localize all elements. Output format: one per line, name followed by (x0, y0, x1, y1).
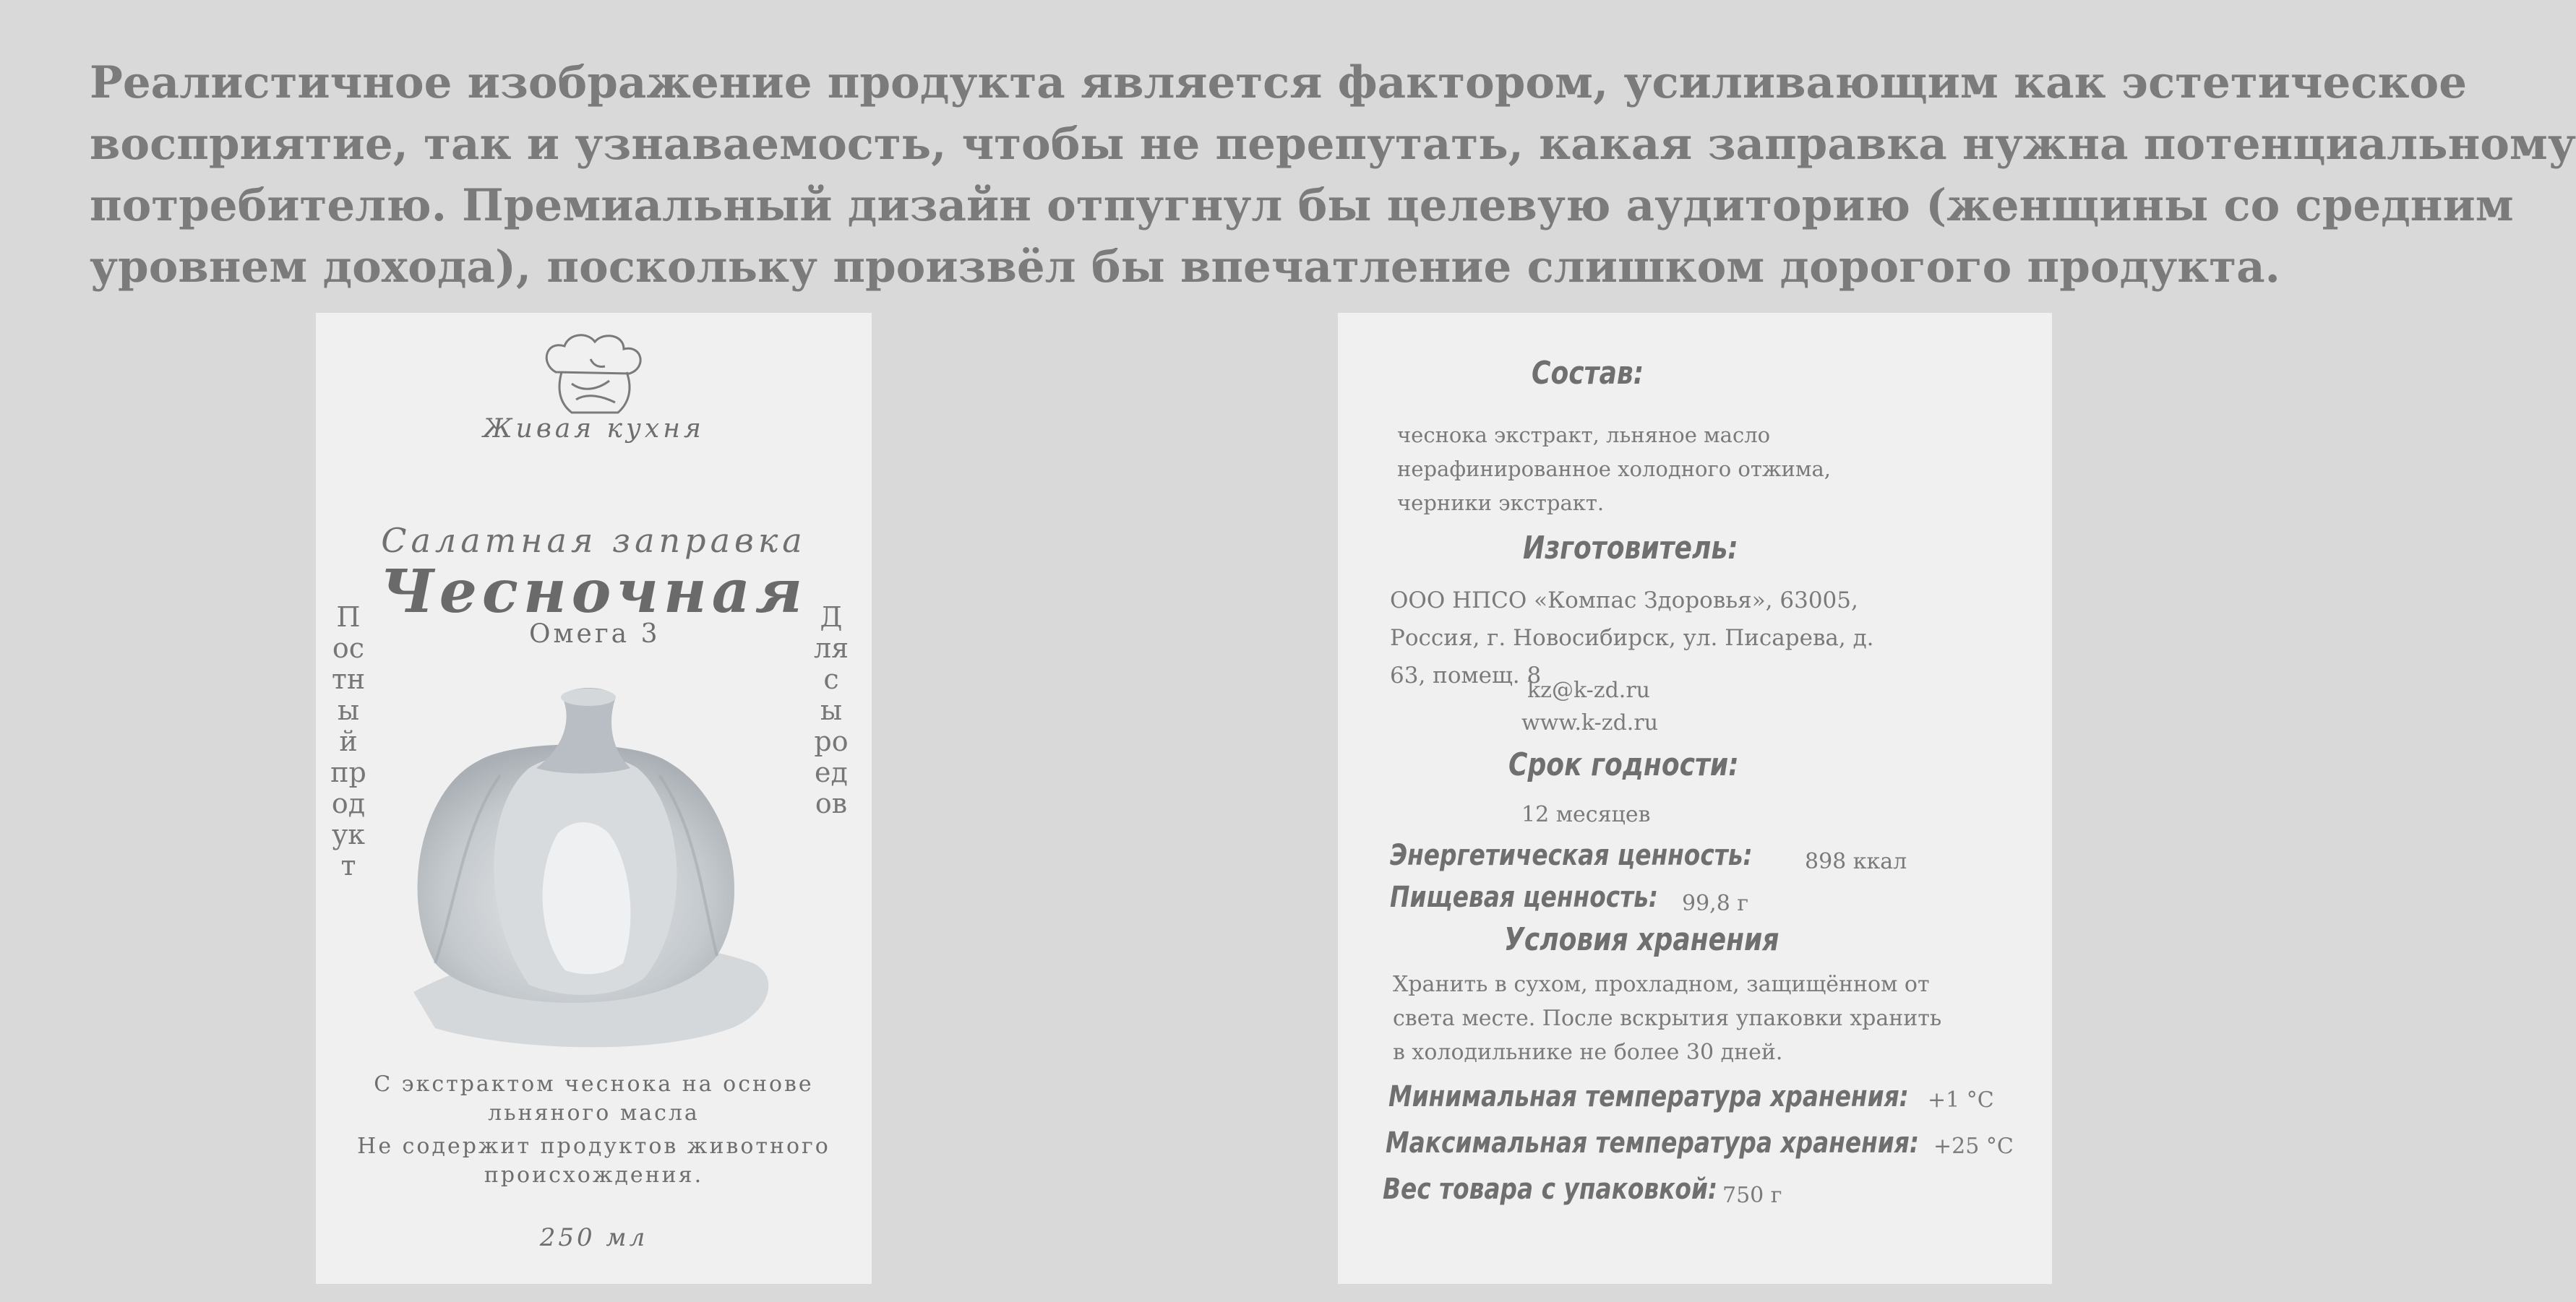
shelf-life-value: 12 месяцев (1521, 802, 1651, 827)
product-note: Не содержит продуктов животного происхождения. (357, 1134, 830, 1188)
intro-line: Реалистичное изображение продукта является фактором, усиливающим как эстетическое (90, 57, 2468, 108)
storage-line: Хранить в сухом, прохладном, защищённом от (1393, 972, 1930, 997)
intro-line: уровнем дохода), поскольку произвёл бы впечатление слишком дорогого продукта. (90, 241, 2280, 293)
nutrition-value: 99,8 г (1682, 891, 1749, 916)
composition-line: нерафинированное холодного отжима, (1397, 457, 1831, 481)
storage-line: света месте. После вскрытия упаковки хранить (1393, 1006, 1942, 1031)
side-label-left: Постный продукт (330, 601, 366, 881)
energy-row (1390, 839, 1907, 874)
manufacturer-line: ООО НПСО «Компас Здоровья», 63005, (1390, 587, 1858, 613)
storage-text (1393, 967, 1941, 1069)
max-temp-row (1386, 1126, 2036, 1160)
back-label (1338, 313, 2052, 1284)
omega-label: Омега 3 (529, 619, 661, 649)
storage-line: в холодильнике не более 30 дней. (1393, 1040, 1783, 1065)
weight-row (1383, 1173, 1791, 1206)
intro-line: потребителю. Премиальный дизайн отпугнул бы целевую аудиторию (женщины со средним (90, 180, 2514, 231)
product-subtitle: Салатная заправка (381, 521, 807, 560)
email: kz@k-zd.ru (1527, 678, 1650, 703)
product-volume: 250 мл (539, 1223, 648, 1252)
product-description: С экстрактом чеснока на основе льняного масла (374, 1072, 814, 1126)
nutrition-label: Пищевая ценность: (1390, 881, 1659, 914)
chef-hat-icon (540, 330, 648, 421)
manufacturer-heading: Изготовитель: (1523, 530, 1738, 566)
max-temp-label: Максимальная температура хранения: (1386, 1126, 1919, 1160)
min-temp-value: +1 °С (1928, 1087, 1994, 1113)
product-title: Чесночная (379, 557, 808, 626)
shelf-life-heading: Срок годности: (1508, 746, 1739, 783)
weight-label: Вес товара с упаковкой: (1383, 1173, 1718, 1206)
min-temp-label: Минимальная температура хранения: (1388, 1080, 1909, 1113)
brand-name: Живая кухня (483, 414, 705, 444)
manufacturer-line: 63, помещ. 8 (1390, 663, 1542, 689)
storage-heading: Условия хранения (1504, 921, 1779, 958)
side-label-right: Для сыроедов (813, 601, 849, 819)
nutrition-row (1390, 881, 1749, 916)
composition-heading: Состав: (1532, 355, 1644, 392)
energy-label: Энергетическая ценность: (1390, 839, 1753, 872)
manufacturer-line: Россия, г. Новосибирск, ул. Писарева, д. (1390, 625, 1874, 651)
min-temp-row (1388, 1080, 2023, 1113)
intro-text (90, 52, 2576, 298)
max-temp-value: +25 °С (1933, 1134, 2014, 1159)
composition-text (1397, 418, 1831, 520)
website: www.k-zd.ru (1521, 710, 1659, 736)
composition-line: черники экстракт. (1397, 491, 1605, 515)
weight-value: 750 г (1722, 1183, 1782, 1208)
garlic-illustration (392, 681, 797, 1061)
composition-line: чеснока экстракт, льняное масло (1397, 423, 1771, 447)
intro-line: восприятие, так и узнаваемость, чтобы не перепутать, какая заправка нужна потенциальному (90, 118, 2576, 170)
energy-value: 898 ккал (1805, 849, 1907, 874)
front-label (316, 313, 872, 1284)
